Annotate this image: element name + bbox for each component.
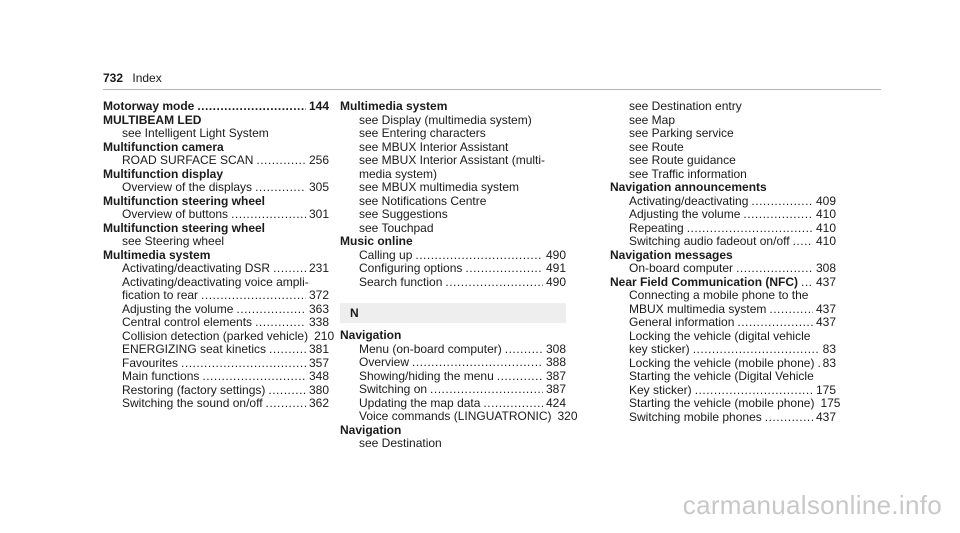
cross-reference[interactable]: see Touchpad: [359, 220, 434, 235]
index-subentry: [340, 370, 566, 384]
index-subentry: [340, 343, 566, 357]
entry-label: Locking the vehicle (digital vehicle: [629, 328, 811, 343]
cross-reference[interactable]: see MBUX multimedia system: [359, 180, 520, 194]
leader-dots: [793, 235, 813, 249]
section-letter-band: N: [340, 303, 566, 323]
index-column-1: [103, 99, 335, 411]
index-heading: Navigation announcements: [610, 180, 767, 194]
entry-page[interactable]: 231: [308, 261, 329, 275]
index-heading: Multifunction camera: [103, 139, 224, 154]
entry-page[interactable]: 357: [308, 355, 329, 370]
entry-label: Activating/deactivating DSR: [122, 261, 271, 275]
entry-page[interactable]: 380: [308, 382, 329, 397]
entry-label: Key sticker): [629, 382, 692, 397]
index-subentry: [103, 384, 329, 398]
leader-dots: [695, 384, 813, 398]
entry-label: Main functions: [122, 369, 200, 383]
page-header: [103, 71, 162, 85]
entry-label: Activating/deactivating voice ampli-: [122, 274, 309, 289]
cross-reference[interactable]: see Intelligent Light System: [122, 126, 269, 140]
leader-dots: [266, 397, 306, 411]
entry-page[interactable]: 491: [545, 261, 566, 275]
entry-label: Menu (on-board computer): [359, 341, 502, 356]
index-subentry: [610, 316, 836, 330]
leader-dots: [202, 370, 306, 384]
entry-page[interactable]: 490: [545, 247, 566, 262]
entry-page[interactable]: 388: [545, 355, 566, 369]
entry-page[interactable]: 381: [308, 342, 329, 356]
leader-dots: [201, 289, 306, 303]
entry-label: Locking the vehicle (mobile phone): [629, 355, 815, 370]
entry-page[interactable]: 301: [308, 207, 329, 221]
leader-dots: [505, 343, 543, 357]
cross-reference[interactable]: see MBUX Interior Assistant: [359, 139, 509, 154]
entry-label: Calling up: [359, 247, 413, 262]
leader-dots: [801, 276, 813, 290]
leader-dots: [181, 357, 306, 371]
index-heading: Multimedia system: [103, 247, 211, 262]
index-column-2: [340, 99, 578, 451]
index-subentry: [103, 357, 329, 371]
cross-reference[interactable]: see Parking service: [629, 126, 734, 140]
entry-page[interactable]: 363: [308, 301, 329, 316]
entry-label: ENERGIZING seat kinetics: [122, 342, 267, 356]
leader-dots: [693, 343, 820, 357]
leader-dots: [687, 222, 813, 236]
entry-page[interactable]: 410: [815, 207, 836, 221]
entry-page[interactable]: 410: [815, 234, 836, 248]
index-heading: Multifunction display: [103, 166, 223, 181]
entry-label: Overview of the displays: [122, 180, 253, 194]
entry-label: Starting the vehicle (mobile phone): [629, 396, 815, 410]
index-subentry: [610, 384, 836, 398]
entry-label: Adjusting the volume: [629, 207, 741, 221]
index-subentry: [103, 370, 329, 384]
entry-page[interactable]: 424: [545, 395, 566, 410]
index-heading: Music online: [340, 234, 413, 248]
entry-label: Adjusting the volume: [122, 301, 234, 316]
index-subentry: [103, 181, 329, 195]
cross-reference[interactable]: see Route guidance: [629, 153, 736, 167]
watermark-text: carmanualsonline.info: [682, 490, 942, 520]
entry-label: Central control elements: [122, 315, 253, 329]
entry-label: Collision detection (parked vehicle): [122, 328, 309, 343]
index-subentry: [340, 276, 566, 290]
entry-page[interactable]: 83: [822, 342, 836, 356]
cross-reference[interactable]: see Notifications Centre: [359, 193, 487, 208]
entry-label: Restoring (factory settings): [122, 382, 266, 397]
cross-reference[interactable]: media system): [359, 166, 438, 181]
header-divider: [103, 89, 881, 90]
entry-page[interactable]: 437: [815, 315, 836, 329]
entry-label: Favourites: [122, 355, 179, 370]
entry-page[interactable]: 348: [308, 369, 329, 383]
index-heading: Navigation: [340, 422, 402, 437]
entry-page[interactable]: 175: [820, 396, 841, 410]
index-subentry: [103, 303, 329, 317]
index-subentry: [103, 289, 329, 303]
entry-page[interactable]: 387: [545, 382, 566, 396]
index-subentry: [340, 383, 566, 397]
cross-reference[interactable]: see Destination: [359, 436, 442, 450]
index-heading: Multifunction steering wheel: [103, 220, 266, 235]
index-subentry: [103, 328, 335, 344]
entry-label: Repeating: [629, 220, 684, 235]
index-subentry: [340, 409, 578, 424]
entry-label: Switching mobile phones: [629, 409, 762, 424]
entry-label: Overview: [359, 355, 410, 369]
index-subentry: [103, 154, 329, 168]
cross-reference[interactable]: see Traffic information: [629, 166, 747, 181]
entry-page[interactable]: 437: [815, 274, 836, 289]
entry-label: Showing/hiding the menu: [359, 368, 494, 383]
leader-dots: [255, 316, 306, 330]
entry-page[interactable]: 320: [557, 409, 578, 423]
leader-dots: [256, 154, 306, 168]
entry-label: Configuring options: [359, 261, 463, 275]
index-subentry: [103, 316, 329, 330]
index-subentry: [340, 262, 566, 276]
entry-page[interactable]: 256: [308, 153, 329, 167]
entry-label: Starting the vehicle (Digital Vehicle: [629, 369, 814, 383]
leader-dots: [269, 343, 306, 357]
entry-page[interactable]: 372: [308, 288, 329, 302]
index-subentry: [610, 396, 841, 411]
index-subentry: [610, 303, 836, 317]
entry-label: Overview of buttons: [122, 207, 229, 221]
leader-dots: [483, 397, 543, 411]
index-subentry: [610, 235, 836, 249]
entry-page[interactable]: 210: [314, 328, 335, 343]
index-subentry: [610, 262, 836, 276]
index-subentry: [610, 357, 836, 371]
index-subentry: [340, 356, 566, 370]
entry-label: Activating/deactivating: [629, 193, 749, 208]
entry-page[interactable]: 437: [815, 301, 836, 316]
entry-label: Near Field Communication (NFC): [610, 274, 799, 289]
page-number: 732: [103, 71, 124, 85]
leader-dots: [751, 195, 813, 209]
leader-dots: [817, 357, 819, 371]
entry-page[interactable]: 490: [545, 274, 566, 289]
entry-page[interactable]: 362: [308, 396, 329, 410]
index-subentry: [610, 195, 836, 209]
index-subentry: [103, 208, 329, 222]
entry-page[interactable]: 338: [308, 315, 329, 329]
index-heading: Multimedia system: [340, 99, 448, 113]
index-subentry: [340, 397, 566, 411]
leader-dots: [497, 370, 543, 384]
entry-label: Updating the map data: [359, 395, 481, 410]
leader-dots: [430, 383, 543, 397]
leader-dots: [737, 316, 813, 330]
cross-reference[interactable]: see Route: [629, 139, 684, 154]
index-subentry: [103, 397, 329, 411]
entry-label: Switching the sound on/off: [122, 396, 263, 410]
entry-label: Switching audio fadeout on/off: [629, 234, 790, 248]
entry-label: Motorway mode: [103, 99, 195, 113]
leader-dots: [445, 276, 543, 290]
index-entry: [610, 276, 836, 290]
entry-page[interactable]: 308: [545, 341, 566, 356]
leader-dots: [769, 303, 813, 317]
entry-page[interactable]: 387: [545, 368, 566, 383]
entry-page[interactable]: 409: [815, 193, 836, 208]
leader-dots: [743, 208, 813, 222]
entry-label: ROAD SURFACE SCAN: [122, 153, 254, 167]
page-title: Index: [132, 71, 162, 85]
index-subentry: [610, 343, 836, 357]
leader-dots: [268, 384, 306, 398]
index-subentry: [103, 343, 329, 357]
index-heading: Multifunction steering wheel: [103, 193, 266, 208]
leader-dots: [273, 262, 306, 276]
leader-dots: [236, 303, 306, 317]
entry-page[interactable]: 175: [815, 382, 836, 397]
entry-label: fication to rear: [122, 288, 199, 302]
entry-label: Switching on: [359, 382, 428, 396]
leader-dots: [765, 411, 813, 425]
leader-dots: [255, 181, 306, 195]
entry-page[interactable]: 437: [815, 409, 836, 424]
entry-page[interactable]: 308: [815, 261, 836, 275]
leader-dots: [231, 208, 306, 222]
cross-reference[interactable]: see Map: [629, 112, 676, 127]
index-heading: Navigation: [340, 328, 402, 342]
cross-reference[interactable]: see Display (multimedia system): [359, 112, 532, 127]
cross-reference[interactable]: see Entering characters: [359, 126, 486, 140]
entry-label: On-board computer: [629, 261, 734, 275]
index-subentry: [610, 222, 836, 236]
entry-label: Voice commands (LINGUATRONIC): [359, 409, 552, 423]
entry-page[interactable]: 305: [308, 180, 329, 194]
entry-page[interactable]: 144: [308, 99, 329, 113]
leader-dots: [415, 249, 543, 263]
entry-page[interactable]: 83: [822, 355, 836, 370]
index-heading: Navigation messages: [610, 247, 733, 262]
cross-reference[interactable]: see Destination entry: [629, 99, 742, 113]
entry-label: General information: [629, 315, 735, 329]
leader-dots: [412, 356, 543, 370]
index-subentry: [340, 249, 566, 263]
entry-label: MBUX multimedia system: [629, 301, 767, 316]
entry-page[interactable]: 410: [815, 220, 836, 235]
leader-dots: [736, 262, 813, 276]
index-heading: MULTIBEAM LED: [103, 112, 202, 127]
index-subentry: [610, 411, 836, 425]
index-subentry: [610, 208, 836, 222]
leader-dots: [465, 262, 543, 276]
cross-reference[interactable]: see Steering wheel: [122, 234, 225, 248]
leader-dots: [197, 100, 306, 114]
entry-label: Search function: [359, 274, 443, 289]
index-column-3: [610, 99, 841, 424]
entry-label: key sticker): [629, 342, 690, 356]
entry-label: Connecting a mobile phone to the: [629, 288, 809, 302]
cross-reference[interactable]: see MBUX Interior Assistant (multi-: [359, 153, 546, 167]
index-entry: [103, 100, 329, 114]
index-subentry: [103, 262, 329, 276]
cross-reference[interactable]: see Suggestions: [359, 207, 448, 221]
